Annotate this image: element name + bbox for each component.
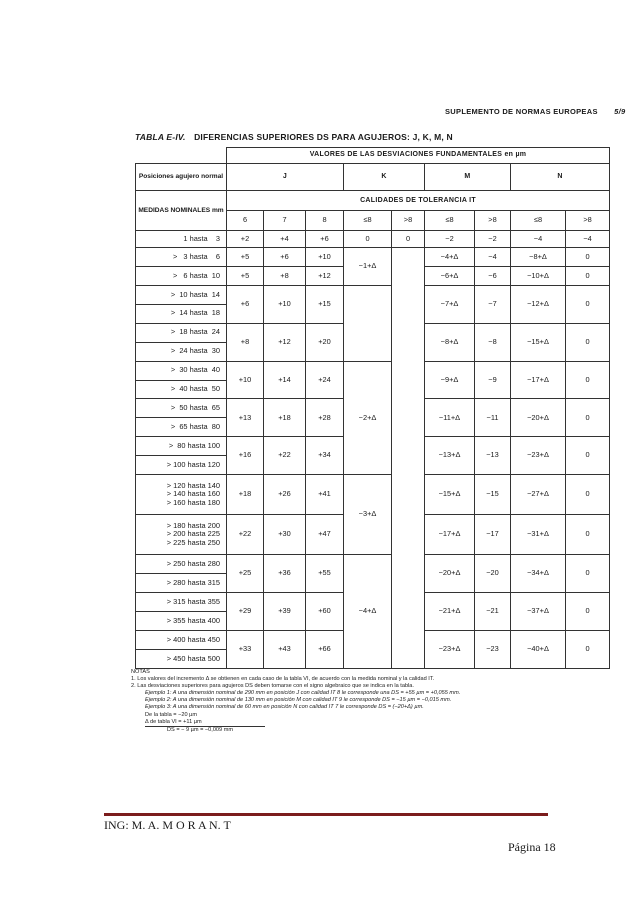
value-cell: +25 [227,555,264,593]
k-cell: −3+Δ [344,475,392,555]
note-1: 1. Los valores del incremento Δ se obtienen en cada caso de la tabla VI, de acuerdo con la medida nominal y la calidad IT. [131,676,435,683]
value-cell: −11 [475,399,511,437]
size-range: > 50 hasta 65 [136,399,227,418]
value-cell: +20 [306,323,344,361]
col-header-m-gt8: >8 [475,211,511,231]
calc-line-1: De la tabla = −20 µm [145,711,198,718]
value-cell: −17+Δ [425,515,475,555]
k-cell: −4+Δ [344,555,392,669]
size-range: > 24 hasta 30 [136,342,227,361]
size-range: > 30 hasta 40 [136,361,227,380]
value-cell: −27+Δ [511,475,566,515]
value-cell: 0 [566,515,610,555]
value-cell: −10+Δ [511,266,566,285]
value-cell: −21 [475,593,511,631]
value-cell: +10 [306,247,344,266]
value-cell: +18 [264,399,306,437]
value-cell: +8 [264,266,306,285]
size-range: > 355 hasta 400 [136,611,227,630]
value-cell: −8+Δ [511,247,566,266]
value-cell: +60 [306,593,344,631]
corner-spacer [136,148,150,164]
value-cell: 0 [566,630,610,668]
value-cell: 0 [566,266,610,285]
value-cell: +36 [264,555,306,593]
col-header-n-gt8: >8 [566,211,610,231]
value-cell: +34 [306,437,344,475]
col-header-8: 8 [306,211,344,231]
size-range: > 3 hasta 6 [136,247,227,266]
size-range: > 10 hasta 14 [136,285,227,304]
value-cell: 0 [566,247,610,266]
value-cell: −9 [475,361,511,399]
example-3: Ejemplo 3: A una dimensión nominal de 60 mm en posición N con calidad IT 7 le corresponde DS = (−20+Δ) µm. [145,704,424,711]
value-cell: +13 [227,399,264,437]
size-range: > 315 hasta 355 [136,593,227,612]
size-range: > 65 hasta 80 [136,418,227,437]
value-cell: −20 [475,555,511,593]
value-cell: 0 [566,399,610,437]
size-range: > 120 hasta 140 > 140 hasta 160 > 160 hasta 180 [136,475,227,515]
value-cell: 0 [566,361,610,399]
value-cell: +12 [264,323,306,361]
value-cell: +10 [227,361,264,399]
positions-label: Posiciones agujero normal [136,163,227,190]
value-cell: 0 [566,593,610,631]
value-cell: −8+Δ [425,323,475,361]
k-gt8-empty [392,247,425,668]
value-cell: +4 [264,231,306,248]
value-cell: +2 [227,231,264,248]
footer-author: ING: M. A. M O R A N. T [104,818,231,832]
size-range: 1 hasta 3 [136,231,227,248]
group-j: J [227,163,344,190]
value-cell: +6 [306,231,344,248]
value-cell: −4 [511,231,566,248]
value-cell: +26 [264,475,306,515]
value-cell: −23+Δ [425,630,475,668]
value-cell: −7 [475,285,511,323]
value-cell: −12+Δ [511,285,566,323]
value-cell: −11+Δ [425,399,475,437]
series-header [445,107,625,116]
value-cell: −34+Δ [511,555,566,593]
size-range: > 180 hasta 200 > 200 hasta 225 > 225 hasta 250 [136,515,227,555]
size-range: > 280 hasta 315 [136,574,227,593]
col-header-k-le8: ≤8 [344,211,392,231]
size-range: > 450 hasta 500 [136,649,227,668]
table-title-text: DIFERENCIAS SUPERIORES DS PARA AGUJEROS: J, K, M, N [194,132,453,142]
value-cell: +6 [264,247,306,266]
calc-line-2: Δ de tabla VI = +11 µm [145,718,202,725]
value-cell: −15+Δ [511,323,566,361]
corner-spacer [150,148,227,164]
value-cell: +5 [227,247,264,266]
deviation-table [135,147,610,669]
value-cell: −9+Δ [425,361,475,399]
value-cell: −31+Δ [511,515,566,555]
size-range: > 100 hasta 120 [136,456,227,475]
table-title-label: TABLA E-IV. [135,132,186,142]
k-cell: −1+Δ [344,247,392,285]
group-n: N [511,163,610,190]
value-cell: +47 [306,515,344,555]
col-header-m-le8: ≤8 [425,211,475,231]
size-range: > 80 hasta 100 [136,437,227,456]
value-cell: −17+Δ [511,361,566,399]
value-cell: 0 [566,323,610,361]
value-cell: +29 [227,593,264,631]
example-1: Ejemplo 1: A una dimensión nominal de 290 mm en posición J con calidad IT 8 le corresponde una DS = +55 µm = +0,055 mm. [145,690,461,697]
calc-line-3: DS = − 9 µm = −0,009 mm [167,726,234,733]
value-cell: +16 [227,437,264,475]
footer-rule [104,813,548,816]
value-cell: +43 [264,630,306,668]
value-cell: −4 [475,247,511,266]
value-cell: 0 [392,231,425,248]
value-cell: −13 [475,437,511,475]
value-cell: +15 [306,285,344,323]
k-cell-empty [344,285,392,361]
example-2: Ejemplo 2: A una dimensión nominal de 130 mm en posición M con calidad IT 9 le corresponde DS = −15 µm = −0,015 mm. [145,697,452,704]
value-cell: 0 [566,437,610,475]
series-title: SUPLEMENTO DE NORMAS EUROPEAS [445,107,598,116]
value-cell: −21+Δ [425,593,475,631]
value-cell: −23+Δ [511,437,566,475]
group-k: K [344,163,425,190]
value-cell: −7+Δ [425,285,475,323]
note-2: 2. Las desviaciones superiores para agujeros DS deben tomarse con el signo algebraico que se indica en la tabla. [131,683,414,690]
value-cell: 0 [566,285,610,323]
page-code: 5/9 [614,107,626,116]
group-m: M [425,163,511,190]
value-cell: −6 [475,266,511,285]
value-cell: +22 [227,515,264,555]
value-cell: −20+Δ [425,555,475,593]
value-cell: +12 [306,266,344,285]
size-range: > 14 hasta 18 [136,304,227,323]
value-cell: −17 [475,515,511,555]
table-title [135,132,453,142]
value-cell: 0 [344,231,392,248]
value-cell: 0 [566,475,610,515]
value-cell: +22 [264,437,306,475]
value-cell: −2 [425,231,475,248]
value-cell: −4+Δ [425,247,475,266]
value-cell: −23 [475,630,511,668]
notes-heading: NOTAS [131,669,150,675]
col-header-6: 6 [227,211,264,231]
value-cell: +8 [227,323,264,361]
value-cell: −20+Δ [511,399,566,437]
col-header-n-le8: ≤8 [511,211,566,231]
value-cell: 0 [566,555,610,593]
value-cell: −15 [475,475,511,515]
nominal-sizes-label: MEDIDAS NOMINALES mm [136,191,227,231]
value-cell: −13+Δ [425,437,475,475]
value-cell: −15+Δ [425,475,475,515]
value-cell: −6+Δ [425,266,475,285]
fundamental-deviations-header: VALORES DE LAS DESVIACIONES FUNDAMENTALES en µm [227,148,610,164]
value-cell: +33 [227,630,264,668]
value-cell: −40+Δ [511,630,566,668]
notes-section [131,669,611,734]
footer-page-number: Página 18 [508,840,556,854]
col-header-7: 7 [264,211,306,231]
col-header-k-gt8: >8 [392,211,425,231]
value-cell: +6 [227,285,264,323]
value-cell: +55 [306,555,344,593]
value-cell: +5 [227,266,264,285]
k-cell: −2+Δ [344,361,392,475]
value-cell: −2 [475,231,511,248]
value-cell: +39 [264,593,306,631]
value-cell: +14 [264,361,306,399]
size-range: > 40 hasta 50 [136,380,227,399]
value-cell: −37+Δ [511,593,566,631]
value-cell: −8 [475,323,511,361]
value-cell: +28 [306,399,344,437]
value-cell: +30 [264,515,306,555]
size-range: > 250 hasta 280 [136,555,227,574]
value-cell: −4 [566,231,610,248]
size-range: > 400 hasta 450 [136,630,227,649]
value-cell: +10 [264,285,306,323]
value-cell: +18 [227,475,264,515]
tolerance-quality-header: CALIDADES DE TOLERANCIA IT [227,191,610,211]
value-cell: +66 [306,630,344,668]
value-cell: +24 [306,361,344,399]
value-cell: +41 [306,475,344,515]
size-range: > 18 hasta 24 [136,323,227,342]
size-range: > 6 hasta 10 [136,266,227,285]
